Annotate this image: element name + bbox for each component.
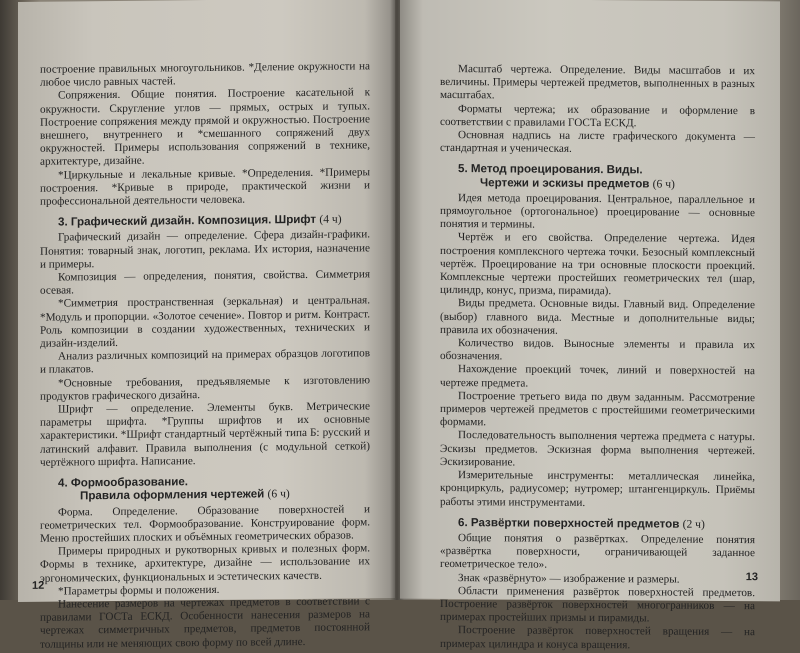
paragraph: Области применения развёрток поверхностей предметов. Построение развёрток поверхностей многогранников — на примерах простейших призмы и пирамиды. <box>440 584 755 625</box>
section-title: 4. Формообразование. <box>58 475 188 490</box>
left-page-text <box>40 60 370 651</box>
paragraph: Виды предмета. Основные виды. Главный вид. Определение (выбор) главного вида. Местные и дополнительные виды; правила их обозначения. <box>440 297 755 337</box>
paragraph: построение правильных многоугольников. *Деление окружности на любое число равных частей. <box>40 60 370 89</box>
section-subtitle-text: Правила оформления чертежей <box>80 487 265 503</box>
paragraph: Нанесение размеров на чертежах предметов в соответствии с правилами ГОСТа ЕСКД. Особенности нанесения размеров на чертежах симметричных предметов, предметов постоянной толщины или не меняющих свою форму по всей длине. <box>40 595 370 651</box>
left-page <box>18 0 395 651</box>
section-hours: (2 ч) <box>682 517 705 531</box>
section-subtitle-text: Чертежи и эскизы предметов <box>480 175 650 191</box>
paragraph: Измерительные инструменты: металлическая линейка, кронциркуль, радиусомер; нутромер; штангенциркуль. Приёмы работы этими инструментами. <box>440 469 755 509</box>
section-subtitle <box>440 176 755 191</box>
section-heading <box>40 473 370 503</box>
paragraph: Масштаб чертежа. Определение. Виды масштабов и их величины. Примеры чертежей предметов, выполненных в разных масштабах. <box>440 63 755 102</box>
paragraph: Основная надпись на листе графического документа — стандартная и ученическая. <box>440 129 755 156</box>
paragraph: Построение развёрток поверхностей вращения — на примерах цилиндра и конуса вращения. <box>440 624 755 651</box>
right-page-number: 13 <box>745 571 758 584</box>
section-heading <box>440 516 755 531</box>
paragraph: Количество видов. Выносные элементы и правила их обозначения. <box>440 337 755 363</box>
paragraph: Графический дизайн — определение. Сфера дизайн-графики. Понятия: товарный знак, логотип, реклама. Их история, назначение и примеры. <box>40 228 370 271</box>
paragraph: Композиция — определения, понятия, свойства. Симметрия осевая. <box>40 268 370 297</box>
paragraph: Форматы чертежа; их образование и оформление в соответствии с правилами ГОСТа ЕСКД. <box>440 102 755 130</box>
section-title: 3. Графический дизайн. Композиция. Шрифт <box>58 213 317 229</box>
section-hours: (4 ч) <box>319 212 342 227</box>
section-subtitle <box>40 487 370 504</box>
paragraph: Последовательность выполнения чертежа предмета с натуры. Эскизы предметов. Эскизная форма выполнения чертежей. Эскизирование. <box>440 429 755 469</box>
section-hours: (6 ч) <box>652 177 675 191</box>
paragraph: *Основные требования, предъявляемые к изготовлению продуктов графического дизайна. <box>40 373 370 403</box>
section-title: 5. Метод проецирования. Виды. <box>458 162 643 177</box>
paragraph: Примеры природных и рукотворных кривых и полезных форм. Формы в технике, архитектуре, дизайне — использование их эргономических, функциональных и эстетических качеств. <box>40 542 370 585</box>
paragraph: Шрифт — определение. Элементы букв. Метрические параметры шрифта. *Группы шрифтов и их основные характеристики. *Шрифт стандартный чертёжный типа Б: русский и латинский алфавит. Правила выполнения (с модульной сеткой) чертёжного шрифта. Написание. <box>40 400 370 469</box>
paragraph: *Циркульные и лекальные кривые. *Определения. *Примеры построения. *Кривые в природе, практической жизни и профессиональной деятельности человека. <box>40 165 370 208</box>
paragraph: Построение третьего вида по двум заданным. Рассмотрение примеров чертежей предметов с простейшими геометрическими формами. <box>440 389 755 429</box>
paragraph: Сопряжения. Общие понятия. Построение касательной к окружности. Скругление углов — прямых, острых и тупых. Построение сопряжения между прямой и окружностью. Построение внешнего, внутреннего и *смешанного сопряжений двух окружностей. Примеры использования сопряжений в технике, архитектуре, дизайне. <box>40 86 370 169</box>
paragraph: Чертёж и его свойства. Определение чертежа. Идея построения комплексного чертежа точки. Безосный комплексный чертёж. Проецирование на три основные плоскости проекций. Комплексные чертежи простейших геометрических тел (шар, цилиндр, конус, призма, пирамида). <box>440 231 755 298</box>
paragraph: Знак «развёрнуто» — изображение и размеры. <box>458 571 680 586</box>
paragraph: Анализ различных композиций на примерах образцов логотипов и плакатов. <box>40 347 370 377</box>
section-title: 6. Развёртки поверхностей предметов <box>458 515 680 531</box>
paragraph: Нахождение проекций точек, линий и поверхностей на чертеже предмета. <box>440 363 755 390</box>
paragraph: Форма. Определение. Образование поверхностей и геометрических тел. Формообразование. Конструирование форм. Меню простейших плоских и объёмных геометрических образов. <box>40 502 370 545</box>
paragraph: *Симметрия пространственная (зеркальная) и центральная. *Модуль и пропорции. «Золотое сечение». Повтор и ритм. Контраст. Роль композиции в создании художественных, технических и дизайн-изделий. <box>40 294 370 350</box>
right-page <box>400 0 780 651</box>
left-page-number: 12 <box>32 579 45 592</box>
section-heading <box>40 213 370 230</box>
section-heading <box>440 162 755 191</box>
paragraph: Идея метода проецирования. Центральное, параллельное и прямоугольное (ортогональное) проецирование — основные понятия и термины. <box>440 191 755 231</box>
section-hours: (6 ч) <box>267 487 290 501</box>
right-page-text <box>440 63 755 653</box>
paragraph: *Параметры формы и положения. <box>58 583 220 598</box>
paragraph: Общие понятия о развёртках. Определение понятия «развёртка поверхности, ограничивающей заданное геометрическое тело». <box>440 531 755 572</box>
